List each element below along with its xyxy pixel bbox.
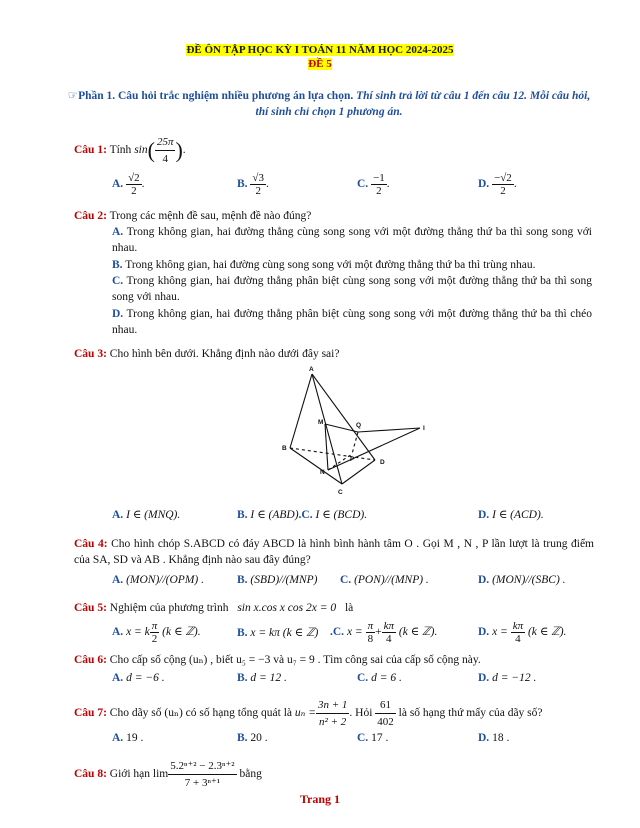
q7-option-c[interactable]: [357, 732, 388, 744]
q4-option-d-label: D.: [478, 574, 490, 586]
q1-option-c[interactable]: C. $\frac{-1}{2}$ .: [357, 172, 390, 197]
q7-q-num: 61: [375, 697, 396, 714]
vertex-label-m: M: [318, 419, 324, 426]
q7-option-a-label: A.: [112, 732, 124, 744]
q4-option-c-label: C.: [340, 574, 352, 586]
q1-c-num: −1: [373, 172, 385, 184]
part1-heading: [64, 88, 594, 120]
q1-b-num: √3: [252, 172, 264, 184]
edge-mq: [325, 424, 358, 432]
q7-den: n² + 2: [319, 716, 347, 728]
q6-option-d-label: D.: [478, 672, 490, 684]
edge-np: [328, 454, 352, 470]
question-2-text: Trong các mệnh đề sau, mệnh đề nào đúng?: [109, 210, 312, 222]
q7-option-b-text: 20 .: [250, 732, 268, 744]
question-5: [74, 600, 353, 616]
question-5-label: Câu 5:: [74, 602, 107, 614]
q4-option-a-label: A.: [112, 574, 124, 586]
question-7-label: Câu 7:: [74, 707, 107, 720]
q7-num: 3n + 1: [316, 697, 349, 714]
q3-option-b-text: I ∈ (ABD): [250, 509, 299, 521]
q5-c-frac-2: [382, 620, 396, 645]
exam-title-text: ĐỀ ÔN TẬP HỌC KỲ I TOÁN 11 NĂM HỌC 2024-2025: [186, 44, 454, 56]
q3-option-b-label: B.: [237, 509, 248, 521]
q3-option-a[interactable]: [112, 507, 180, 521]
q7-option-d-text: 18 .: [492, 732, 510, 744]
q2-option-a[interactable]: [112, 224, 592, 256]
q3-option-b[interactable]: [237, 507, 367, 521]
q7-option-d-label: D.: [478, 732, 490, 744]
question-4-text: Cho hình chóp S.ABCD có đáy ABCD là hình bình hành tâm O . Gọi M , N , P lần lượt là trung điểm của SA, SD và AB . Khẳng định nào sau đây đúng?: [74, 538, 594, 566]
q4-option-c-text: (PON)//(MNP) .: [354, 574, 429, 586]
q1-option-a-frac: [126, 172, 142, 197]
question-6-text: Cho cấp số cộng (uₙ) , biết u₅ = −3 và u₇ = 9 . Tìm công sai của cấp số cộng này.: [109, 654, 481, 666]
q1-option-a[interactable]: A. $\frac{√2}{2}$ .: [112, 172, 145, 197]
q4-option-a-text: (MON)//(OPM) .: [126, 574, 204, 586]
q3-option-d-label: D.: [478, 509, 490, 521]
q7-tail: là số hạng thứ mấy của dãy số?: [398, 707, 543, 720]
q6-option-a-text: d = −6 .: [126, 672, 165, 684]
q1-paren-open: (: [147, 137, 155, 163]
q6-option-b-text: d = 12 .: [250, 672, 287, 684]
q8-lim: lim: [152, 768, 169, 781]
vertex-label-b: B: [282, 445, 287, 452]
q1-frac-den: 4: [162, 153, 168, 165]
question-3-text: Cho hình bên dưới. Khẳng định nào dưới đây sai?: [109, 348, 340, 360]
vertex-label-n: N: [320, 469, 325, 476]
q2-option-d[interactable]: [112, 306, 592, 338]
q1-fraction: [155, 134, 176, 167]
q3-option-a-text: I ∈ (MNQ).: [126, 509, 181, 521]
q7-option-c-label: C.: [357, 732, 369, 744]
q7-mid: . Hỏi: [349, 707, 373, 720]
q1-option-b[interactable]: B. $\frac{√3}{2}$ .: [237, 172, 269, 197]
exam-title: [0, 44, 640, 56]
q1-func: sin: [134, 144, 148, 157]
q7-q-den: 402: [377, 716, 394, 728]
q5-d-den: 4: [515, 633, 521, 645]
vertex-label-p: P: [350, 456, 355, 463]
q6-option-a[interactable]: [112, 672, 165, 684]
question-8: [74, 758, 262, 791]
q5-option-a-label: A.: [112, 626, 124, 639]
q1-option-d-label: D.: [478, 178, 490, 191]
q6-option-b[interactable]: [237, 672, 287, 684]
q7-option-b[interactable]: [237, 732, 268, 744]
q5-c-post: (k ∈ ℤ).: [398, 626, 438, 639]
question-4-label: Câu 4:: [74, 538, 108, 550]
q1-option-b-label: B.: [237, 178, 248, 191]
page-number: Trang 1: [299, 792, 341, 806]
q5-a-pre: x = k: [126, 626, 150, 639]
q1-frac-num: 25π: [155, 134, 176, 151]
q1-b-den: 2: [255, 185, 261, 197]
q5-tail: là: [344, 602, 354, 614]
q1-option-a-label: A.: [112, 178, 124, 191]
q1-option-b-frac: [250, 172, 266, 197]
q1-paren-close: ): [175, 137, 183, 163]
q5-c-den1: 8: [367, 633, 374, 645]
edge-cd: [342, 460, 375, 484]
q5-c-frac-1: [366, 620, 376, 645]
q2-option-a-label: A.: [112, 226, 124, 238]
q1-d-num: −√2: [494, 172, 512, 184]
part1-instruction: Thí sinh trả lời từ câu 1 đến câu 12. Mỗi câu hỏi, thí sinh chỉ chọn 1 phương án.: [255, 90, 591, 118]
q3-option-d[interactable]: [478, 507, 544, 521]
question-1: [74, 134, 186, 167]
q2-option-d-text: Trong không gian, hai đường thẳng phân biệt cùng song song với một đường thẳng thứ ba thì chéo nhau.: [112, 308, 592, 336]
q5-a-den: 2: [151, 633, 158, 645]
q2-option-c-text: Trong không gian, hai đường thẳng phân biệt cùng song song với một đường thẳng thứ ba thì song song với nhau.: [112, 275, 592, 303]
vertex-label-a: A: [309, 366, 314, 373]
q5-c-den2: 4: [386, 633, 392, 645]
edge-ad: [312, 374, 375, 460]
question-2-label: Câu 2:: [74, 210, 107, 222]
edge-ac: [312, 374, 342, 484]
q7-option-d[interactable]: [478, 732, 509, 744]
q5-c-num2: kπ: [383, 620, 394, 632]
q5-option-b-label: B.: [237, 627, 248, 639]
q5-c-num1: π: [367, 620, 374, 632]
vertex-label-c: C: [338, 489, 343, 496]
q6-option-a-label: A.: [112, 672, 124, 684]
q1-option-c-frac: [371, 172, 387, 197]
q1-option-d[interactable]: D. $\frac{-√2}{2}$ .: [478, 172, 517, 197]
vertex-label-q: Q: [356, 422, 362, 429]
q5-a-post: (k ∈ ℤ).: [162, 626, 201, 639]
q1-c-den: 2: [376, 185, 382, 197]
question-1-label: Câu 1:: [74, 144, 107, 157]
question-3-label: Câu 3:: [74, 348, 107, 360]
q7-option-b-label: B.: [237, 732, 248, 744]
q6-option-c-label: C.: [357, 672, 369, 684]
q5-d-num: kπ: [512, 620, 524, 632]
q6-option-c-text: d = 6 .: [371, 672, 402, 684]
q5-a-num: π: [151, 620, 158, 632]
vertex-label-d: D: [380, 459, 385, 466]
exam-subtitle: [0, 58, 640, 70]
q4-option-c[interactable]: [340, 574, 429, 586]
q3-option-c-label[interactable]: .C.: [298, 509, 313, 521]
q5-d-frac: [511, 620, 525, 645]
q5-option-b[interactable]: [237, 625, 318, 639]
question-1-text: Tính: [109, 144, 132, 157]
q8-tail: bằng: [239, 768, 262, 781]
q8-frac: [168, 758, 236, 791]
question-7: [74, 697, 543, 730]
q5-a-frac: [150, 620, 160, 645]
q7-un: uₙ =: [294, 707, 316, 720]
q2-option-b-text: Trong không gian, hai đường cùng song song với một đường thẳng thứ ba thì trùng nhau.: [125, 259, 536, 271]
question-6-label: Câu 6:: [74, 654, 107, 666]
q6-option-b-label: B.: [237, 672, 248, 684]
edge-ab: [290, 374, 312, 448]
q2-option-c[interactable]: [112, 273, 592, 305]
q5-c-pre: x =: [346, 626, 363, 639]
q7-option-c-text: 17 .: [371, 732, 389, 744]
q1-option-c-label: C.: [357, 178, 369, 191]
part1-title: Phần 1. Câu hỏi trắc nghiệm nhiều phương án lựa chọn.: [78, 90, 354, 102]
q7-option-a-text: 19 .: [126, 732, 144, 744]
q1-a-num: √2: [128, 172, 140, 184]
q3-option-a-label: A.: [112, 509, 124, 521]
q3-option-c-text[interactable]: I ∈ (BCD).: [315, 509, 368, 521]
q6-option-d-text: d = −12 .: [492, 672, 537, 684]
exam-subtitle-text: ĐỀ 5: [308, 58, 332, 70]
q4-option-b-text: (SBD)//(MNP): [250, 574, 318, 586]
q7-term-frac: [375, 697, 396, 730]
q4-option-b-label: B.: [237, 574, 248, 586]
q4-option-b[interactable]: [237, 574, 318, 586]
q6-option-d[interactable]: [478, 672, 536, 684]
q5-option-d[interactable]: [478, 620, 566, 645]
question-5-text: Nghiệm của phương trình: [109, 602, 229, 614]
q5-option-a[interactable]: [112, 620, 201, 645]
q4-option-d-text: (MON)//(SBC) .: [492, 574, 566, 586]
question-8-label: Câu 8:: [74, 768, 107, 781]
q4-option-a[interactable]: [112, 574, 204, 586]
q7-option-a[interactable]: [112, 732, 143, 744]
q6-option-c[interactable]: [357, 672, 402, 684]
q2-option-c-label: C.: [112, 275, 124, 287]
geometry-figure: [270, 362, 440, 502]
vertex-label-i: I: [423, 425, 425, 432]
q2-option-b[interactable]: [112, 257, 592, 273]
q5-option-b-text: x = kπ (k ∈ ℤ): [250, 627, 319, 639]
q5-d-post: (k ∈ ℤ).: [527, 626, 567, 639]
q5-d-pre: x =: [492, 626, 508, 639]
line-ni: [328, 428, 420, 470]
question-2: [74, 208, 311, 224]
pointing-hand-icon: ☞: [67, 90, 79, 102]
q7-formula-frac: [316, 697, 349, 730]
q1-tail: .: [182, 144, 186, 157]
line-qi: [358, 428, 420, 432]
q1-option-d-frac: [492, 172, 514, 197]
q4-option-d[interactable]: [478, 574, 566, 586]
q5-c-plus: +: [375, 626, 382, 639]
q5-option-d-label: D.: [478, 626, 490, 639]
question-6: [74, 652, 481, 668]
q2-option-d-label: D.: [112, 308, 124, 320]
q8-num: 5.2ⁿ⁺² − 2.3ⁿ⁺²: [168, 758, 236, 775]
q5-option-c-label: .C.: [330, 626, 345, 639]
q8-den: 7 + 3ⁿ⁺¹: [184, 777, 221, 789]
q1-d-den: 2: [500, 185, 506, 197]
q5-option-c[interactable]: [330, 620, 437, 645]
question-8-text: Giới hạn: [109, 768, 151, 781]
q3-option-d-text: I ∈ (ACD).: [492, 509, 544, 521]
q2-option-a-text: Trong không gian, hai đường thẳng cùng song song với một đường thẳng thứ ba thì song song với nhau.: [112, 226, 592, 254]
q1-a-den: 2: [131, 185, 137, 197]
q5-equation: sin x.cos x cos 2x = 0: [237, 602, 337, 614]
question-3: [74, 346, 339, 362]
question-7-text: Cho dãy số (uₙ) có số hạng tổng quát là: [109, 707, 293, 720]
q2-option-b-label: B.: [112, 259, 123, 271]
question-4: [74, 536, 594, 568]
